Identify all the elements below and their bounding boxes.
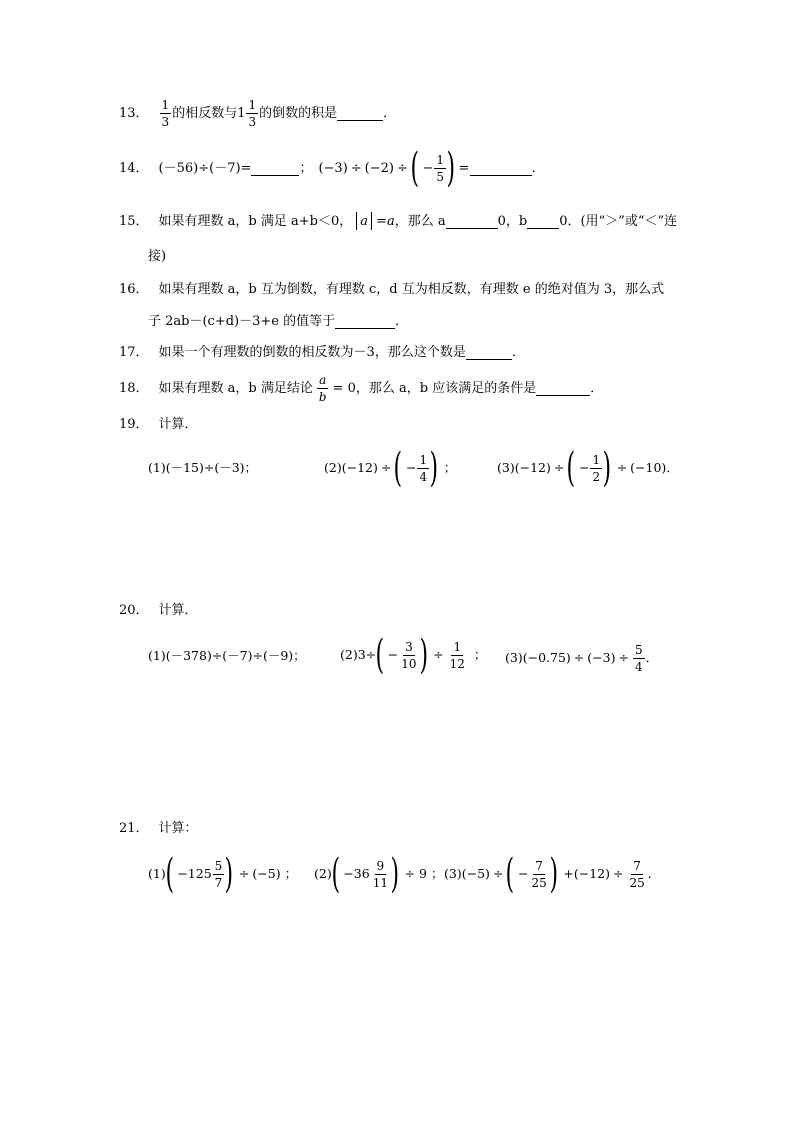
- part-label: (2): [340, 646, 358, 662]
- left-paren: (: [375, 632, 385, 678]
- fraction: [371, 859, 390, 890]
- period: ．: [645, 650, 659, 666]
- separator: ；: [473, 646, 487, 662]
- denominator: 11: [372, 875, 388, 890]
- numerator: 1: [436, 152, 445, 167]
- equals: =: [458, 160, 470, 176]
- operator: ÷: [618, 650, 629, 666]
- expression: (−5): [461, 865, 490, 881]
- operator: ÷: [613, 865, 624, 881]
- question-text: 接): [148, 249, 167, 264]
- numerator: 5: [214, 858, 223, 873]
- denominator: 7: [214, 875, 223, 890]
- question-text: ，那么 a: [394, 213, 446, 229]
- answer-blank[interactable]: [536, 381, 590, 396]
- denominator: 3: [248, 115, 257, 129]
- left-paren: (: [505, 851, 515, 897]
- question-text: 如果一个有理数的倒数的相反数为－3，那么这个数是: [158, 345, 466, 360]
- left-paren: (: [393, 445, 403, 491]
- answer-blank[interactable]: [251, 161, 299, 176]
- expression: (−2): [364, 160, 394, 176]
- question-number: 19．: [119, 417, 149, 432]
- q19-part-3: [497, 445, 679, 491]
- right-paren: ): [446, 145, 456, 191]
- denominator: 3: [161, 115, 170, 129]
- denominator: 12: [449, 656, 465, 671]
- operator: ÷: [433, 646, 444, 662]
- separator: ；: [284, 865, 298, 881]
- whole-part: −36: [343, 865, 370, 881]
- q21-part-1: [148, 851, 298, 897]
- fraction: [633, 643, 645, 674]
- expression: (−5): [252, 865, 281, 881]
- answer-blank[interactable]: [466, 345, 512, 360]
- period: ．: [511, 345, 525, 360]
- part-label: (2): [324, 459, 342, 475]
- part-label: (1): [148, 865, 166, 881]
- q21-part-3: [444, 851, 661, 897]
- question-16-continued: [148, 314, 408, 329]
- q20-part-2: [340, 632, 487, 678]
- numerator: 1: [592, 452, 601, 467]
- separator: ；: [431, 865, 444, 881]
- question-number: 13．: [119, 106, 149, 121]
- question-number: 21．: [119, 821, 149, 836]
- question-number: 20．: [119, 603, 149, 618]
- q19-part-1: [148, 462, 257, 475]
- right-paren: ): [429, 445, 439, 491]
- numerator: 7: [535, 858, 543, 873]
- numerator: 1: [161, 98, 170, 112]
- answer-blank[interactable]: [337, 106, 383, 121]
- whole-part: −125: [177, 865, 212, 881]
- question-21: [119, 822, 198, 835]
- question-text: 子 2ab－(c+d)－3+e 的值等于: [148, 314, 336, 329]
- fraction: [434, 153, 446, 184]
- question-13: [119, 98, 396, 129]
- question-text: ，那么 a，b 应该满足的条件是: [355, 381, 537, 396]
- question-text: 0，b: [497, 213, 528, 229]
- minus-sign: −: [578, 459, 590, 475]
- question-text: (－56)÷(－7)=: [158, 160, 252, 176]
- expression: (1)(－378)÷(－7)÷(－9)；: [148, 648, 306, 663]
- operator: ÷: [380, 459, 392, 475]
- denominator: 2: [592, 469, 601, 484]
- question-text: 计算．: [158, 603, 198, 618]
- question-20: [119, 604, 198, 617]
- operator: ÷: [492, 865, 504, 881]
- left-paren: (: [566, 445, 576, 491]
- expression: (−3): [318, 160, 348, 176]
- question-text: 如果有理数 a，b 满足结论: [158, 381, 313, 396]
- numerator: 1: [419, 452, 428, 467]
- whole-part: 1: [237, 106, 246, 121]
- minus-sign: −: [518, 865, 529, 881]
- question-text: 计算．: [158, 417, 198, 432]
- question-17: [119, 345, 525, 360]
- q20-part-3: [505, 643, 658, 674]
- fraction: [160, 98, 172, 129]
- fraction: [590, 453, 602, 484]
- question-number: 14．: [119, 160, 149, 176]
- q19-part-2: [324, 445, 457, 491]
- denominator: 25: [629, 875, 645, 890]
- expression: (−12): [341, 459, 378, 475]
- fraction: [246, 98, 258, 129]
- expression: 3÷: [357, 646, 377, 662]
- fraction: [213, 859, 225, 890]
- operator: ÷: [238, 865, 250, 881]
- question-text: 的相反数与: [172, 106, 238, 121]
- question-text: 如果有理数 a，b 互为倒数，有理数 c，d 互为相反数，有理数 e 的绝对值为 3，那么式: [158, 282, 665, 297]
- separator: ；: [443, 459, 457, 475]
- expression: (−0.75): [522, 650, 571, 666]
- question-19: [119, 418, 198, 431]
- denominator: b: [318, 390, 327, 404]
- numerator: a: [319, 373, 327, 387]
- denominator: 4: [419, 469, 428, 484]
- numerator: 1: [248, 98, 257, 112]
- fraction: [627, 859, 646, 890]
- question-text: 计算：: [158, 821, 198, 836]
- question-16: [119, 283, 664, 296]
- left-paren: (: [331, 851, 340, 897]
- question-15-continued: [148, 250, 166, 263]
- denominator: 25: [531, 875, 547, 890]
- equals: = 0: [332, 381, 356, 396]
- fraction: [529, 859, 548, 890]
- operator: ÷: [616, 459, 628, 475]
- question-number: 17．: [119, 345, 149, 360]
- fraction: [317, 373, 329, 404]
- minus-sign: −: [422, 160, 434, 176]
- question-number: 15．: [119, 213, 149, 229]
- period: ．: [531, 160, 545, 176]
- expression: (−12): [514, 459, 551, 475]
- expression: (−3): [587, 650, 616, 666]
- operator: ÷: [553, 459, 565, 475]
- question-text: 0．(用“＞”或“＜”连: [559, 213, 678, 229]
- period: ．: [395, 314, 409, 329]
- fraction: [448, 640, 467, 671]
- part-label: (2): [314, 865, 332, 881]
- left-paren: (: [410, 145, 419, 191]
- q20-part-1: [148, 650, 306, 663]
- denominator: 4: [634, 660, 643, 674]
- right-paren: ): [390, 851, 400, 897]
- answer-blank[interactable]: [470, 161, 532, 176]
- expression: (−12): [573, 865, 610, 881]
- minus-sign: −: [387, 646, 399, 662]
- question-14: [119, 145, 545, 191]
- part-label: (3): [444, 865, 462, 881]
- question-number: 16．: [119, 282, 149, 297]
- period: ．: [383, 106, 397, 121]
- right-paren: ): [549, 851, 558, 897]
- question-15: [119, 212, 677, 230]
- right-paren: ): [602, 445, 612, 491]
- expression: (1)(－15)÷(－3)；: [148, 460, 258, 475]
- fraction: [399, 640, 418, 671]
- period: ．: [666, 459, 679, 475]
- operator: ÷: [573, 650, 585, 666]
- answer-blank[interactable]: [527, 214, 559, 229]
- answer-blank[interactable]: [446, 214, 498, 229]
- numerator: 1: [453, 639, 462, 654]
- part-label: (3): [497, 459, 515, 475]
- answer-blank[interactable]: [335, 314, 395, 329]
- operator: ÷: [350, 160, 362, 176]
- denominator: 5: [436, 169, 445, 184]
- operator: ÷: [396, 160, 408, 176]
- expression: (−10): [630, 459, 667, 475]
- period: ．: [590, 381, 604, 396]
- variable: a: [386, 213, 395, 229]
- separator: ；: [299, 160, 313, 176]
- period: ．: [647, 865, 661, 881]
- left-paren: (: [165, 851, 174, 897]
- denominator: 10: [401, 656, 417, 671]
- minus-sign: −: [405, 459, 417, 475]
- equals: =: [376, 213, 387, 229]
- right-paren: ): [419, 632, 428, 678]
- question-text: 如果有理数 a，b 满足 a+b＜0，: [158, 213, 353, 229]
- operator: +: [563, 865, 574, 881]
- expression: ÷ 9: [404, 865, 428, 881]
- absolute-value: a: [356, 212, 372, 230]
- numerator: 7: [633, 858, 641, 873]
- fraction: [417, 453, 429, 484]
- question-text: 的倒数的积是: [259, 106, 338, 121]
- question-18: [119, 373, 603, 404]
- numerator: 3: [405, 639, 413, 654]
- numerator: 9: [376, 858, 385, 873]
- part-label: (3): [505, 650, 523, 666]
- q21-part-2: [314, 851, 444, 897]
- question-number: 18．: [119, 381, 149, 396]
- right-paren: ): [224, 851, 234, 897]
- numerator: 5: [634, 643, 643, 657]
